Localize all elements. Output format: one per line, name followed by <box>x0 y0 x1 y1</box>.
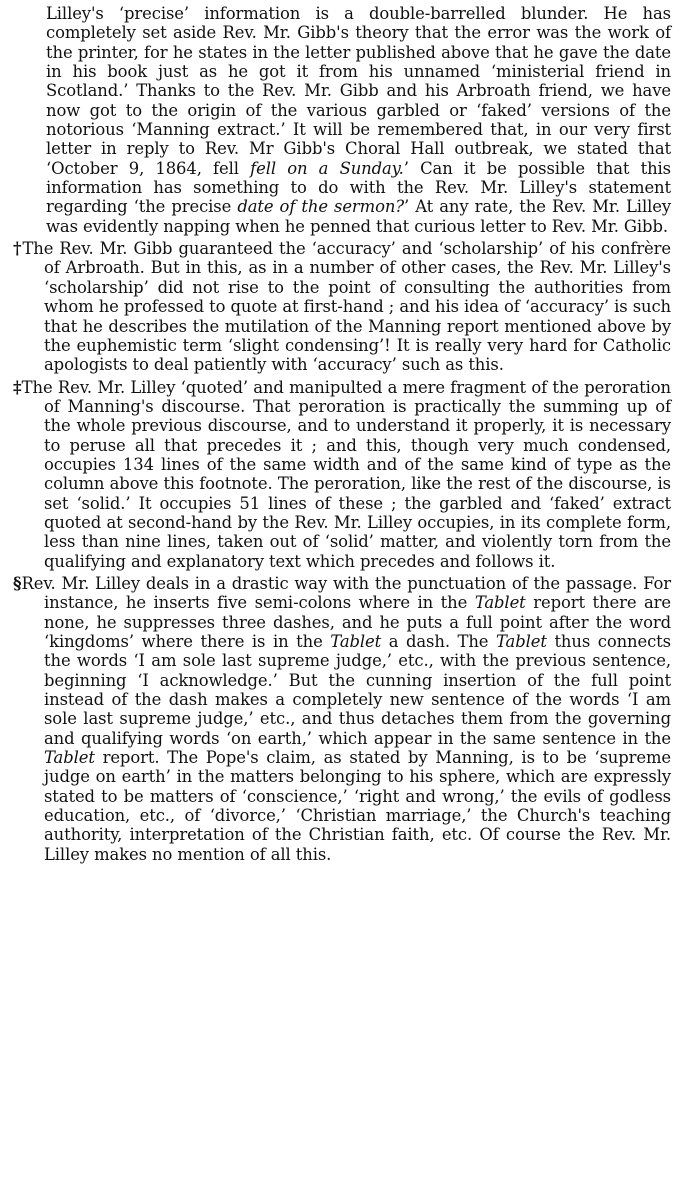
footnote-mark-dagger: † <box>13 239 23 259</box>
text-segment: report. The Pope's claim, as stated by Manning, is to be ‘supreme judge on earth’ in the matters belonging to his sphere, which are expressly stated to be matters of ‘conscience,’ ‘right and wrong,’ the evils of godless education, etc., of ‘divorce,’ ‘Christian marriage,’ the Church's teaching authority, interpretation of the Christian faith, etc. Of course the Rev. Mr. Lilley makes no mention of all this. <box>44 748 671 864</box>
italic-segment: Tablet <box>496 632 547 651</box>
italic-segment: date of the sermon? <box>237 197 405 217</box>
paragraph-continuation <box>6 4 671 236</box>
text-segment: a dash. The <box>381 632 496 651</box>
text-segment: The Rev. Mr. Gibb guaranteed the ‘accuracy’ and ‘scholarship’ of his confrère of Arbroath. But in this, as in a number of other cases, the Rev. Mr. Lilley's ‘scholarship’ did not rise to the point of consulting the authorities from whom he professed to quote at first-hand ; and his idea of ‘accuracy’ is such that he describes the mutilation of the Manning report mentioned above by the euphemistic term ‘slight condensing’! It is really very hard for Catholic apologists to deal patiently with ‘accuracy’ such as this. <box>22 239 671 375</box>
text-segment: ’ Can it be possible that this information has something to do with the Rev. Mr. Lilley's statement regarding ‘the precise <box>46 158 671 217</box>
italic-segment: Tablet <box>330 632 382 651</box>
italic-segment: Tablet <box>474 593 526 613</box>
footnote-mark-section: § <box>13 573 22 593</box>
text-segment: Lilley's ‘precise’ information is a double-barrelled blunder. He has completely set aside Rev. Mr. Gibb's theory that the error was the work of the printer, for he states in the letter published above that he gave the date in his book just as he got it from his unnamed ‘ministerial friend in Scotland.’ Thanks to the Rev. Mr. Gibb and his Arbroath friend, we have now got to the origin of the various garbled or ‘faked’ versions of the notorious ‘Manning extract.’ It will be remembered that, in our very first letter in reply to Rev. Mr Gibb's Choral Hall outbreak, we stated that ‘October 9, 1864, fell <box>46 4 671 178</box>
footnote-double-dagger <box>6 378 671 571</box>
text-segment: thus connects the words ‘I am sole last supreme judge,’ etc., with the previous sentence, beginning ‘I acknowledge.’ But the cunning insertion of the full point instead of the dash makes a completely new sentence of the words ‘I am sole last supreme judge,’ etc., and thus detaches them from the governing and qualifying words ‘on earth,’ which appear in the same sentence in the <box>44 632 671 748</box>
italic-segment: fell on a Sunday. <box>250 158 404 178</box>
text-segment: report there are none, he suppresses three dashes, and he puts a full point after the word ‘kingdoms’ where there is in the <box>44 593 671 651</box>
footnote-mark-double-dagger: ‡ <box>13 377 22 397</box>
text-segment: Rev. Mr. Lilley deals in a drastic way with the punctuation of the passage. For instance, he inserts five semi-colons where in the <box>21 573 671 613</box>
footnote-section <box>6 574 671 864</box>
italic-segment: Tablet <box>44 748 95 768</box>
text-segment: ’ At any rate, the Rev. Mr. Lilley was evidently napping when he penned that curious letter to Rev. Mr. Gibb. <box>46 197 671 236</box>
text-segment: The Rev. Mr. Lilley ‘quoted’ and manipulted a mere fragment of the peroration of Manning's discourse. That peroration is practically the summing up of the whole previous discourse, and to understand it properly, it is necessary to peruse all that precedes it ; and this, though very much condensed, occupies 134 lines of the same width and of the same kind of type as the column above this footnote. The peroration, like the rest of the discourse, is set ‘solid.’ It occupies 51 lines of these ; the garbled and ‘faked’ extract quoted at second-hand by the Rev. Mr. Lilley occupies, in its complete form, less than nine lines, taken out of ‘solid’ matter, and violently torn from the qualifying and explanatory text which precedes and follows it. <box>21 377 671 571</box>
footnote-dagger <box>6 239 671 374</box>
